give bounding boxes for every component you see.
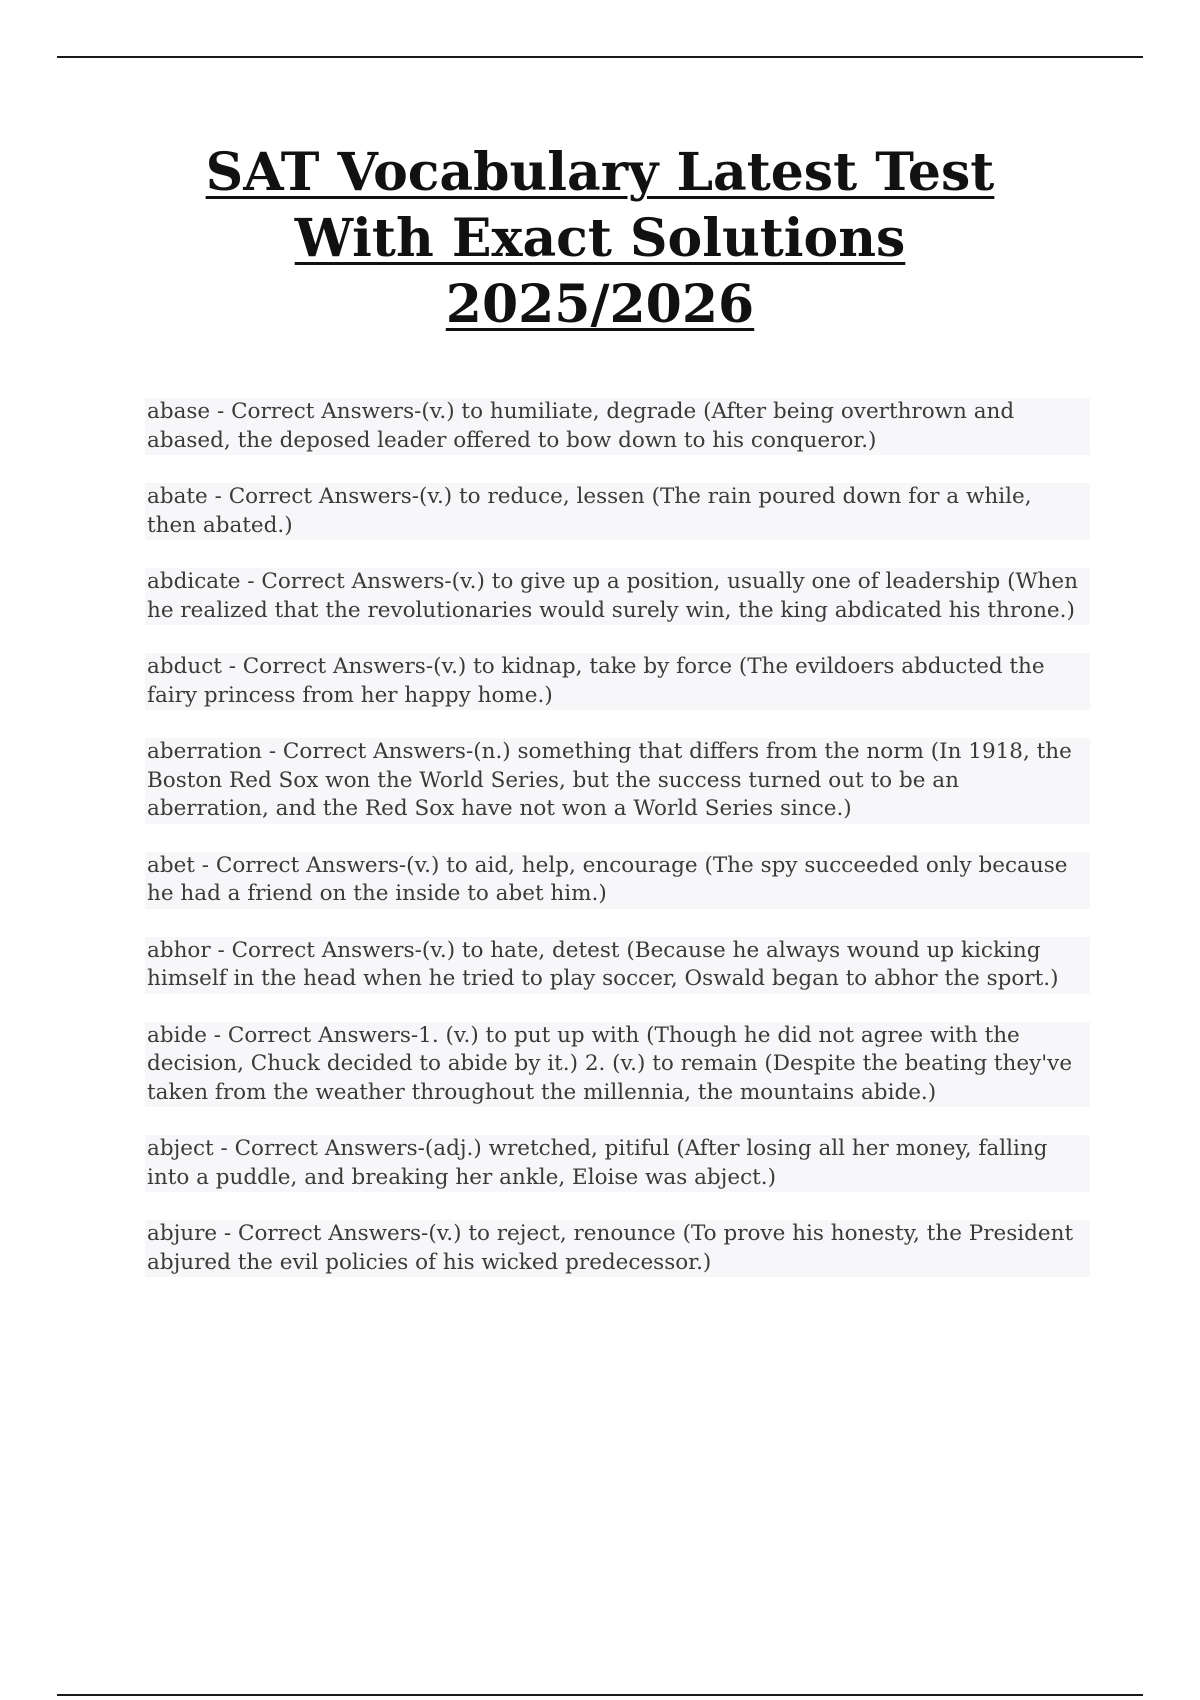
title-line-1: SAT Vocabulary Latest Test <box>205 142 995 203</box>
vocab-entry-abate: abate - Correct Answers-(v.) to reduce, lessen (The rain poured down for a while, then abated.) <box>145 483 1090 540</box>
title-line-3: 2025/2026 <box>445 274 755 335</box>
vocabulary-list <box>145 398 1090 1305</box>
bottom-rule <box>57 1694 1143 1696</box>
top-rule <box>57 56 1143 58</box>
vocab-entry-abjure: abjure - Correct Answers-(v.) to reject, renounce (To prove his honesty, the President abjured the evil policies of his wicked predecessor.) <box>145 1220 1090 1277</box>
page-title <box>0 140 1200 338</box>
vocab-entry-abduct: abduct - Correct Answers-(v.) to kidnap, take by force (The evildoers abducted the fairy princess from her happy home.) <box>145 653 1090 710</box>
vocab-entry-abhor: abhor - Correct Answers-(v.) to hate, detest (Because he always wound up kicking himself in the head when he tried to play soccer, Oswald began to abhor the sport.) <box>145 937 1090 994</box>
vocab-entry-abide: abide - Correct Answers-1. (v.) to put up with (Though he did not agree with the decision, Chuck decided to abide by it.) 2. (v.) to remain (Despite the beating they've taken from the weather throughout the millennia, the mountains abide.) <box>145 1022 1090 1108</box>
vocab-entry-abject: abject - Correct Answers-(adj.) wretched, pitiful (After losing all her money, falling into a puddle, and breaking her ankle, Eloise was abject.) <box>145 1135 1090 1192</box>
title-line-2: With Exact Solutions <box>294 208 906 269</box>
vocab-entry-abet: abet - Correct Answers-(v.) to aid, help, encourage (The spy succeeded only because he had a friend on the inside to abet him.) <box>145 852 1090 909</box>
vocab-entry-abdicate: abdicate - Correct Answers-(v.) to give up a position, usually one of leadership (When he realized that the revolutionaries would surely win, the king abdicated his throne.) <box>145 568 1090 625</box>
vocab-entry-aberration: aberration - Correct Answers-(n.) something that differs from the norm (In 1918, the Boston Red Sox won the World Series, but the success turned out to be an aberration, and the Red Sox have not won a World Series since.) <box>145 738 1090 824</box>
vocab-entry-abase: abase - Correct Answers-(v.) to humiliate, degrade (After being overthrown and abased, the deposed leader offered to bow down to his conqueror.) <box>145 398 1090 455</box>
